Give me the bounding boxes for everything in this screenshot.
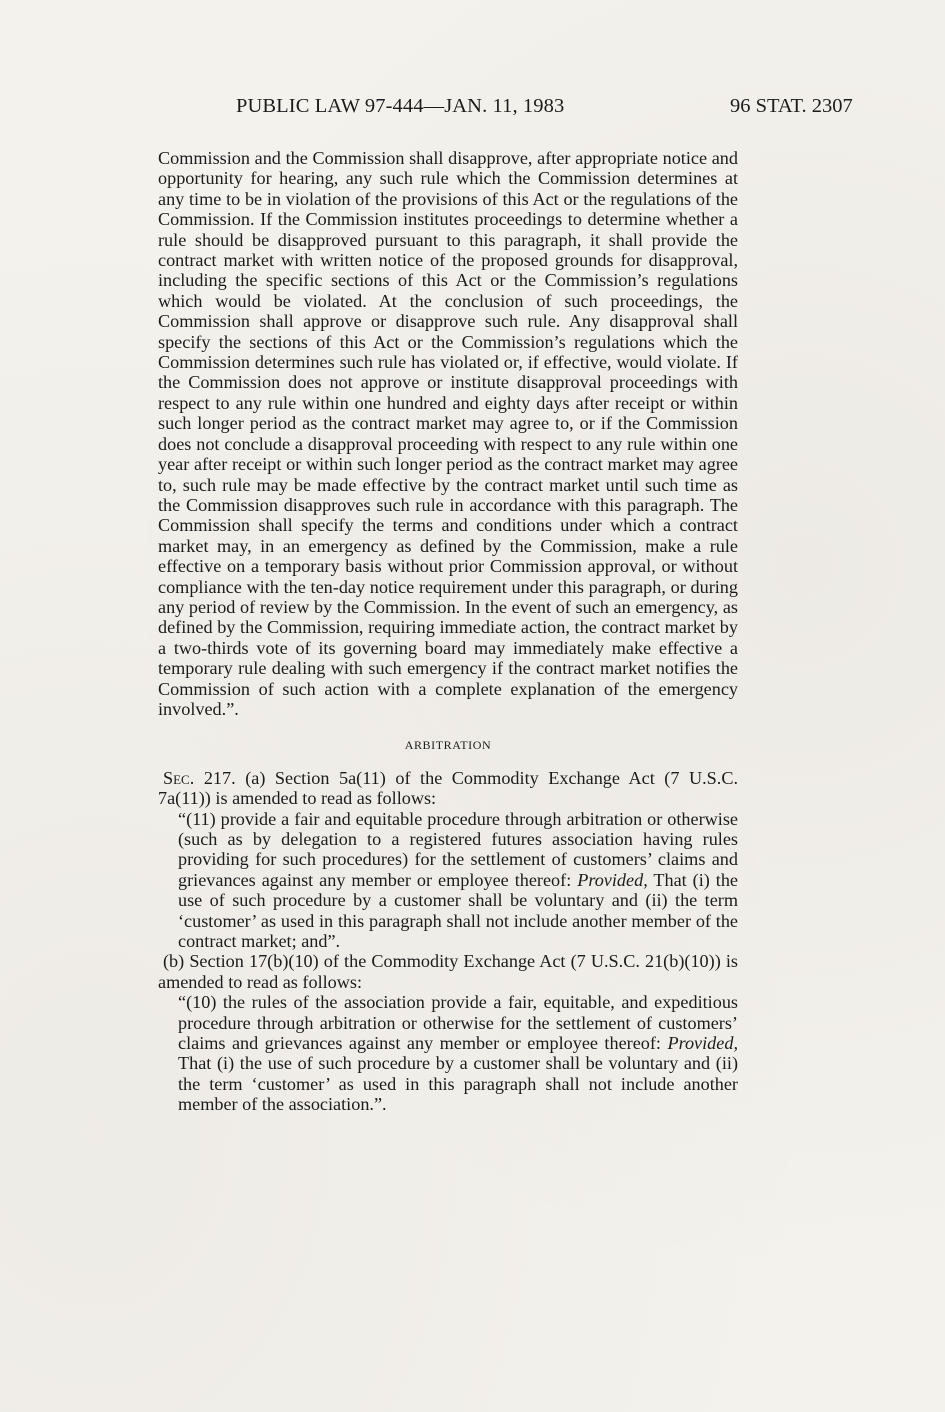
quote-10-text-2: That (i) the use of such procedure by a customer shall be voluntary and (ii) the term ‘customer’ as used in this paragraph shall not include another member of the association.”. [178,1053,738,1115]
statute-page-number: 96 STAT. 2307 [730,95,853,117]
section-217-a [158,768,738,809]
quote-10-text-1: “(10) the rules of the association provide a fair, equitable, and expeditious procedure through arbitration or otherwise for the settlement of customers’ claims and grievances against any member or employee thereof: [178,992,738,1054]
quoted-paragraph-10 [158,992,738,1114]
quote-11-text-2: That (i) the use of such procedure by a customer shall be voluntary and (ii) the term ‘customer’ as used in this paragraph shall not include another member of the contract market; and”. [178,869,738,952]
quote-10-provided: Provided, [667,1033,738,1054]
paragraph-commission-disapproval: Commission and the Commission shall disapprove, after appropriate notice and opportunity for hearing, any such rule which the Commission determines at any time to be in violation of the provisions of this Act or the regulations of the Commission. If the Commission institutes proceedings to determine whether a rule should be disapproved pursuant to this paragraph, it shall provide the contract market with written notice of the proposed grounds for disapproval, including the specific sections of this Act or the Commission’s regulations which would be violated. At the conclusion of such proceedings, the Commission shall approve or disapprove such rule. Any disapproval shall specify the sections of this Act or the Commission’s regulations which the Commission determines such rule has violated or, if effective, would violate. If the Commission does not approve or institute disapproval proceedings with respect to any rule within one hundred and eighty days after receipt or within such longer period as the contract market may agree to, or if the Commission does not conclude a disapproval proceeding with respect to any rule within one year after receipt or within such longer period as the contract market may agree to, such rule may be made effective by the contract market until such time as the Commission disapproves such rule in accordance with this paragraph. The Commission shall specify the terms and conditions under which a contract market may, in an emergency as defined by the Commission, make a rule effective on a temporary basis without prior Commission approval, or without compliance with the ten-day notice requirement under this paragraph, or during any period of review by the Commission. In the event of such an emergency, as defined by the Commission, requiring immediate action, the contract market by a two-thirds vote of its governing board may immediately make effective a temporary rule dealing with such emergency if the contract market notifies the Commission of such action with a complete explanation of the emergency involved.”. [158,148,738,719]
quoted-paragraph-11 [158,809,738,952]
section-217-b: (b) Section 17(b)(10) of the Commodity Exchange Act (7 U.S.C. 21(b)(10)) is amended to read as follows: [158,951,738,992]
section-217-a-text: 217. (a) Section 5a(11) of the Commodity Exchange Act (7 U.S.C. 7a(11)) is amended to read as follows: [158,767,739,809]
quote-11-provided: Provided, [577,869,648,890]
body-text [158,148,738,1115]
running-head-title: PUBLIC LAW 97-444—JAN. 11, 1983 [236,95,565,117]
section-heading-arbitration: ARBITRATION [404,738,492,753]
quote-11-text-1: “(11) provide a fair and equitable procedure through arbitration or otherwise (such as by delegation to a registered futures association having rules providing for such procedures) for the settlement of customers’ claims and grievances against any member or employee thereof: [178,808,738,890]
sec-label: Sec. [163,767,195,788]
page-header [0,95,945,125]
